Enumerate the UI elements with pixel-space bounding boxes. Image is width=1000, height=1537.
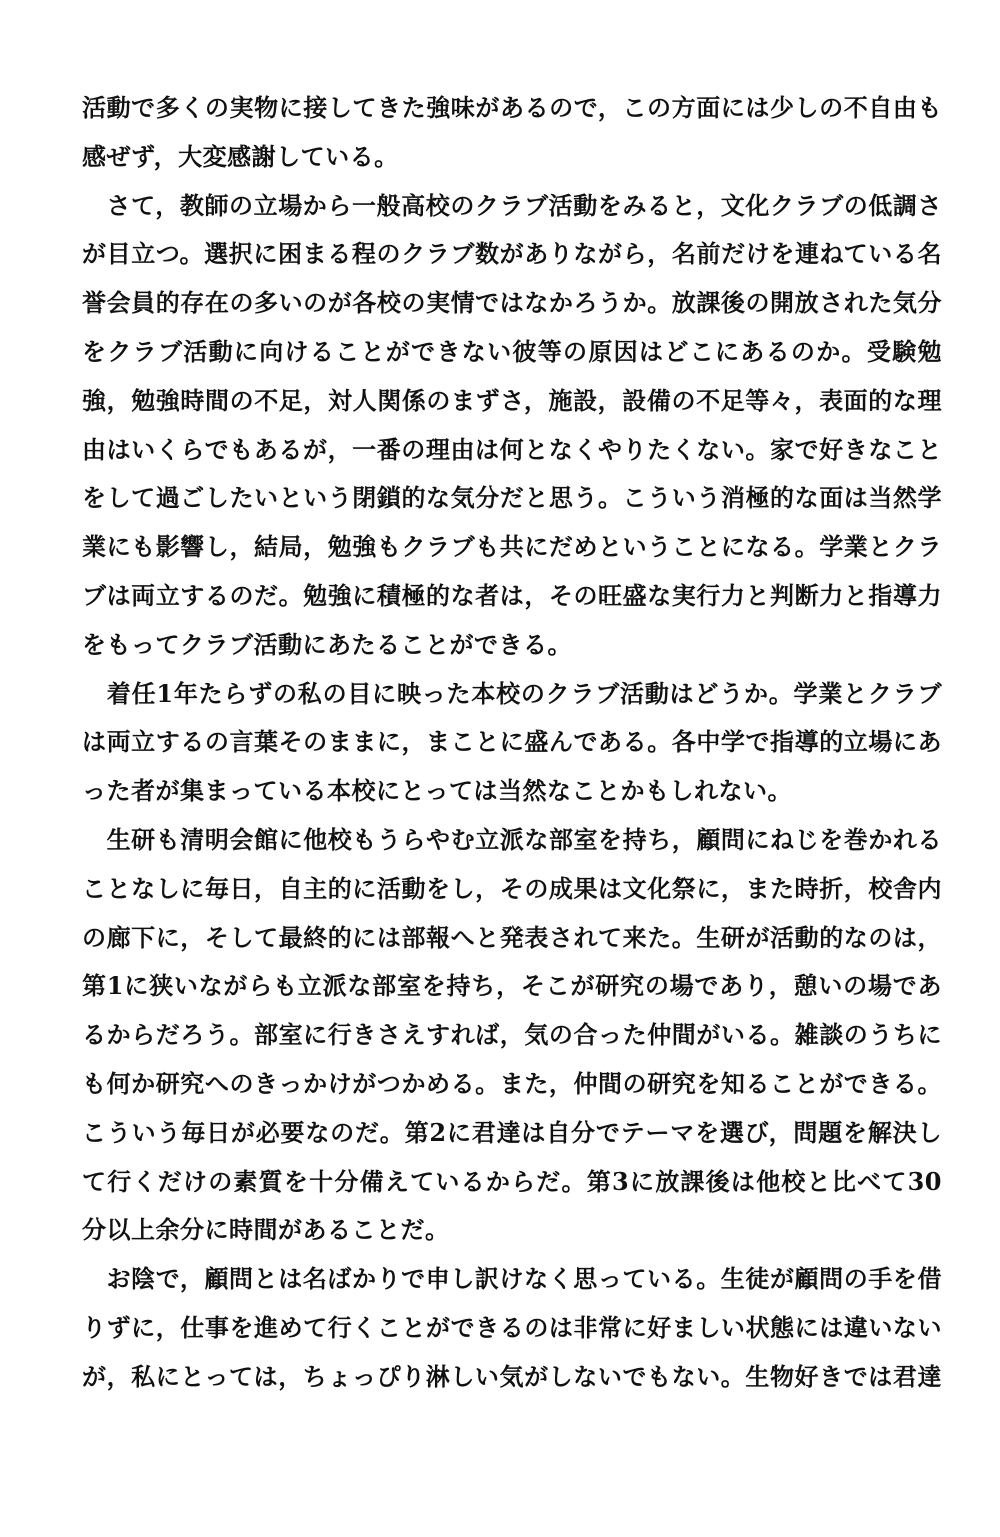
text-line: こういう毎日が必要なのだ。第2に君達は自分でテーマを選び，問題を解決し (82, 1117, 942, 1147)
text-line: ブは両立するのだ。勉強に積極的な者は，その旺盛な実行力と判断力と指導力 (82, 580, 942, 610)
text-line: 業にも影響し，結局，勉強もクラブも共にだめということになる。学業とクラ (82, 532, 942, 562)
text-line: の廊下に，そして最終的には部報へと発表されて来た。生研が活動的なのは， (82, 922, 942, 952)
text-line: さて，教師の立場から一般高校のクラブ活動をみると，文化クラブの低調さ (82, 190, 942, 220)
text-line: が，私にとっては，ちょっぴり淋しい気がしないでもない。生物好きでは君達 (82, 1361, 942, 1391)
text-line: 第1に狭いながらも立派な部室を持ち，そこが研究の場であり，憩いの場であ (82, 971, 942, 1001)
text-line: 強，勉強時間の不足，対人関係のまずさ，施設，設備の不足等々，表面的な理 (82, 385, 942, 415)
text-line: が目立つ。選択に困まる程のクラブ数がありながら，名前だけを連ねている名 (82, 239, 942, 269)
text-line: 着任1年たらずの私の目に映った本校のクラブ活動はどうか。学業とクラブ (82, 678, 942, 708)
text-line: をもってクラブ活動にあたることができる。 (82, 629, 572, 659)
document-page (82, 84, 942, 1402)
text-line: るからだろう。部室に行きさえすれば，気の合った仲間がいる。雑談のうちに (82, 1020, 942, 1050)
text-line: も何か研究へのきっかけがつかめる。また，仲間の研究を知ることができる。 (82, 1068, 942, 1098)
text-line: お陰で，顧問とは名ばかりで申し訳けなく思っている。生徒が顧問の手を借 (82, 1264, 942, 1294)
paragraph-3 (82, 670, 942, 816)
text-line: は両立するの言葉そのままに，まことに盛んである。各中学で指導的立場にあ (82, 727, 942, 757)
paragraph-2 (82, 182, 942, 670)
text-line: をクラブ活動に向けることができない彼等の原因はどこにあるのか。受験勉 (82, 336, 942, 366)
paragraph-5 (82, 1255, 942, 1401)
text-line: 分以上余分に時間があることだ。 (82, 1215, 450, 1245)
paragraph-1 (82, 84, 942, 182)
text-line: 生研も清明会館に他校もうらやむ立派な部室を持ち，顧問にねじを巻かれる (82, 824, 942, 854)
text-line: 誉会員的存在の多いのが各校の実情ではなかろうか。放課後の開放された気分 (82, 288, 942, 318)
text-line: 活動で多くの実物に接してきた強味があるので，この方面には少しの不自由も (82, 93, 942, 122)
text-line: をして過ごしたいという閉鎖的な気分だと思う。こういう消極的な面は当然学 (82, 483, 942, 513)
text-line: て行くだけの素質を十分備えているからだ。第3に放課後は他校と比べて30 (82, 1166, 942, 1196)
text-line: 感ぜず，大変感謝している。 (82, 141, 399, 171)
text-line: ことなしに毎日，自主的に活動をし，その成果は文化祭に，また時折，校舎内 (82, 873, 942, 903)
text-line: った者が集まっている本校にとっては当然なことかもしれない。 (82, 776, 793, 806)
text-line: 由はいくらでもあるが，一番の理由は何となくやりたくない。家で好きなこと (82, 434, 942, 464)
text-line: りずに，仕事を進めて行くことができるのは非常に好ましい状態には違いない (82, 1312, 942, 1342)
paragraph-4 (82, 816, 942, 1255)
